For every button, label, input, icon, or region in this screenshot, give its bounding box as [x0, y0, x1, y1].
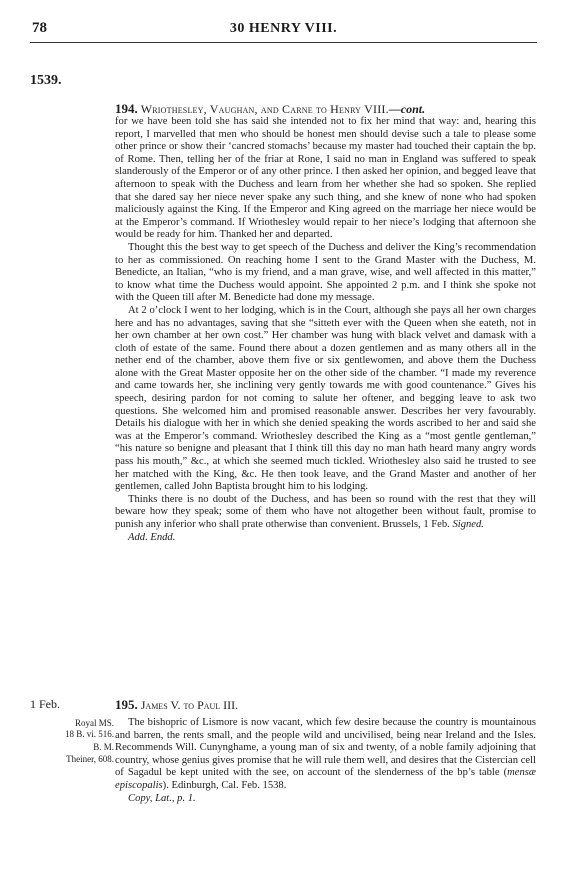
margin-reference: Royal MS.: [74, 718, 114, 728]
running-head: 30 HENRY VIII.: [229, 21, 338, 36]
paragraph: [115, 717, 536, 793]
entry-194-heading: [115, 101, 425, 117]
paragraph-text: ). Edinburgh, Cal. Feb. 1538.: [162, 779, 287, 791]
entry-195-heading: [115, 697, 238, 713]
entry-194-body: [115, 116, 536, 544]
paragraph: [115, 494, 536, 532]
paragraph-text: The bishopric of Lismore is now vacant, which few desire because the country is mountainous and barren, the rents small, and the people wild and uncivilised, being near Ireland and the Isles. Recommends Will. Cunynghame, a young man of six and twenty, of a noble family adjoining that country, whose genius gives promise that he will rule them well, and desires that the Cistercian cell of Sagadul be kept united with the see, on account of the slenderness of the bp’s table (: [115, 717, 536, 779]
entry-195-body: [115, 717, 536, 805]
header-rule: [30, 42, 537, 43]
latin-phrase: mensæ episcopalis: [115, 767, 536, 791]
entry-title: James V. to Paul III.: [140, 698, 239, 712]
entry-title: Wriothesley, Vaughan, and Carne to Henry VIII.: [140, 102, 389, 116]
continued-marker: —cont.: [388, 102, 426, 116]
page-number: 78: [32, 20, 47, 36]
entry-number: 195.: [115, 697, 138, 712]
copy-note: Copy, Lat., p. 1.: [128, 792, 196, 804]
entry-195-date: 1 Feb.: [30, 697, 60, 711]
entry-number: 194.: [115, 101, 138, 116]
paragraph: At 2 o’clock I went to her lodging, which is in the Court, although she pays all her own charges here and has no advantages, saving that she “sitteth ever with the Queen when she eateth, not in her own chamber at her own cost.” Her chamber was hung with black velvet and damask with a cloth of estate of the same. Found there about a dozen gentlemen and as many others all in the nether end of the chamber, above them five or six gentlewomen, and above them the Duchess alone with the Great Master opposite her on the other side of the chamber. “I made my reverence and came towards her, she inclining very gently towards me with good countenance.” Gives his speech, desiring pardon for not coming to salute her oftener, and begging leave to ask two questions. She welcomed him and promised reasonable answer. Describes her very favourably. Details his dialogue with her in which she denied speaking the words ascribed to her and said she was at the Emperor’s command. Wriothesley described the King as a “most gentle gentleman,” “his nature so benigne and pleasant that I think till this day no man hath heard many angry words pass his mouth,” &c., at which she seemed much tickled. Wriothesley also said he trusted to see her matched with the King, &c. He then took leave, and the Grand Master and another of her gentlemen, called John Baptista brought him to his lodging.: [115, 304, 536, 493]
margin-reference: B. M.: [93, 742, 114, 752]
endorsement-note: Add. Endd.: [128, 531, 176, 543]
signed-note: Signed.: [452, 519, 484, 530]
margin-reference: Theiner, 608.: [66, 754, 114, 764]
paragraph: for we have been told she has said she intended not to fix her mind that way: and, hearing this report, I marvelled that men who should be honest men should devise such a tale to please some other prince or show their ‘cancred stomachs’ because my master had touched their captain the bp. of Rome. Then, telling her of the friar at Rone, I said no man in England was suffered to speak slanderously of the Emperor or of any other prince. I then asked her opinion, and begged leave that afternoon to speak with the Duchess and learn from her whether she had so spoken. She replied that she dared say her niece never spake any such thing, and she knew of none who had spoken maliciously against the King. If the Emperor and King agreed on the marriage her niece would be at the Emperor’s command. If Wriothesley would repair to her niece’s lodging that afternoon she would be ready for him. Thanked her and departed.: [115, 116, 536, 241]
paragraph: Thought this the best way to get speech of the Duchess and deliver the King’s recommendation to her as commissioned. On reaching home I sent to the Grand Master with the Duchess, M. Benedicte, an Italian, “who is my friend, and a man grave, wise, and well affected in this matter,” to know what time the Duchess would appoint. She appointed 2 p.m. and I think she spoke not with the Queen till after M. Benedicte had done my message.: [115, 241, 536, 304]
year-label: 1539.: [30, 73, 62, 88]
margin-reference: 18 B. vi. 516.: [64, 729, 114, 739]
paragraph-text: Thinks there is no doubt of the Duchess, and has been so round with the rest that they will beware how they speak; some of them who have not altogether been without fault, promise to punish any inferior who shall prate otherwise than convenient. Brussels, 1 Feb.: [115, 493, 536, 530]
